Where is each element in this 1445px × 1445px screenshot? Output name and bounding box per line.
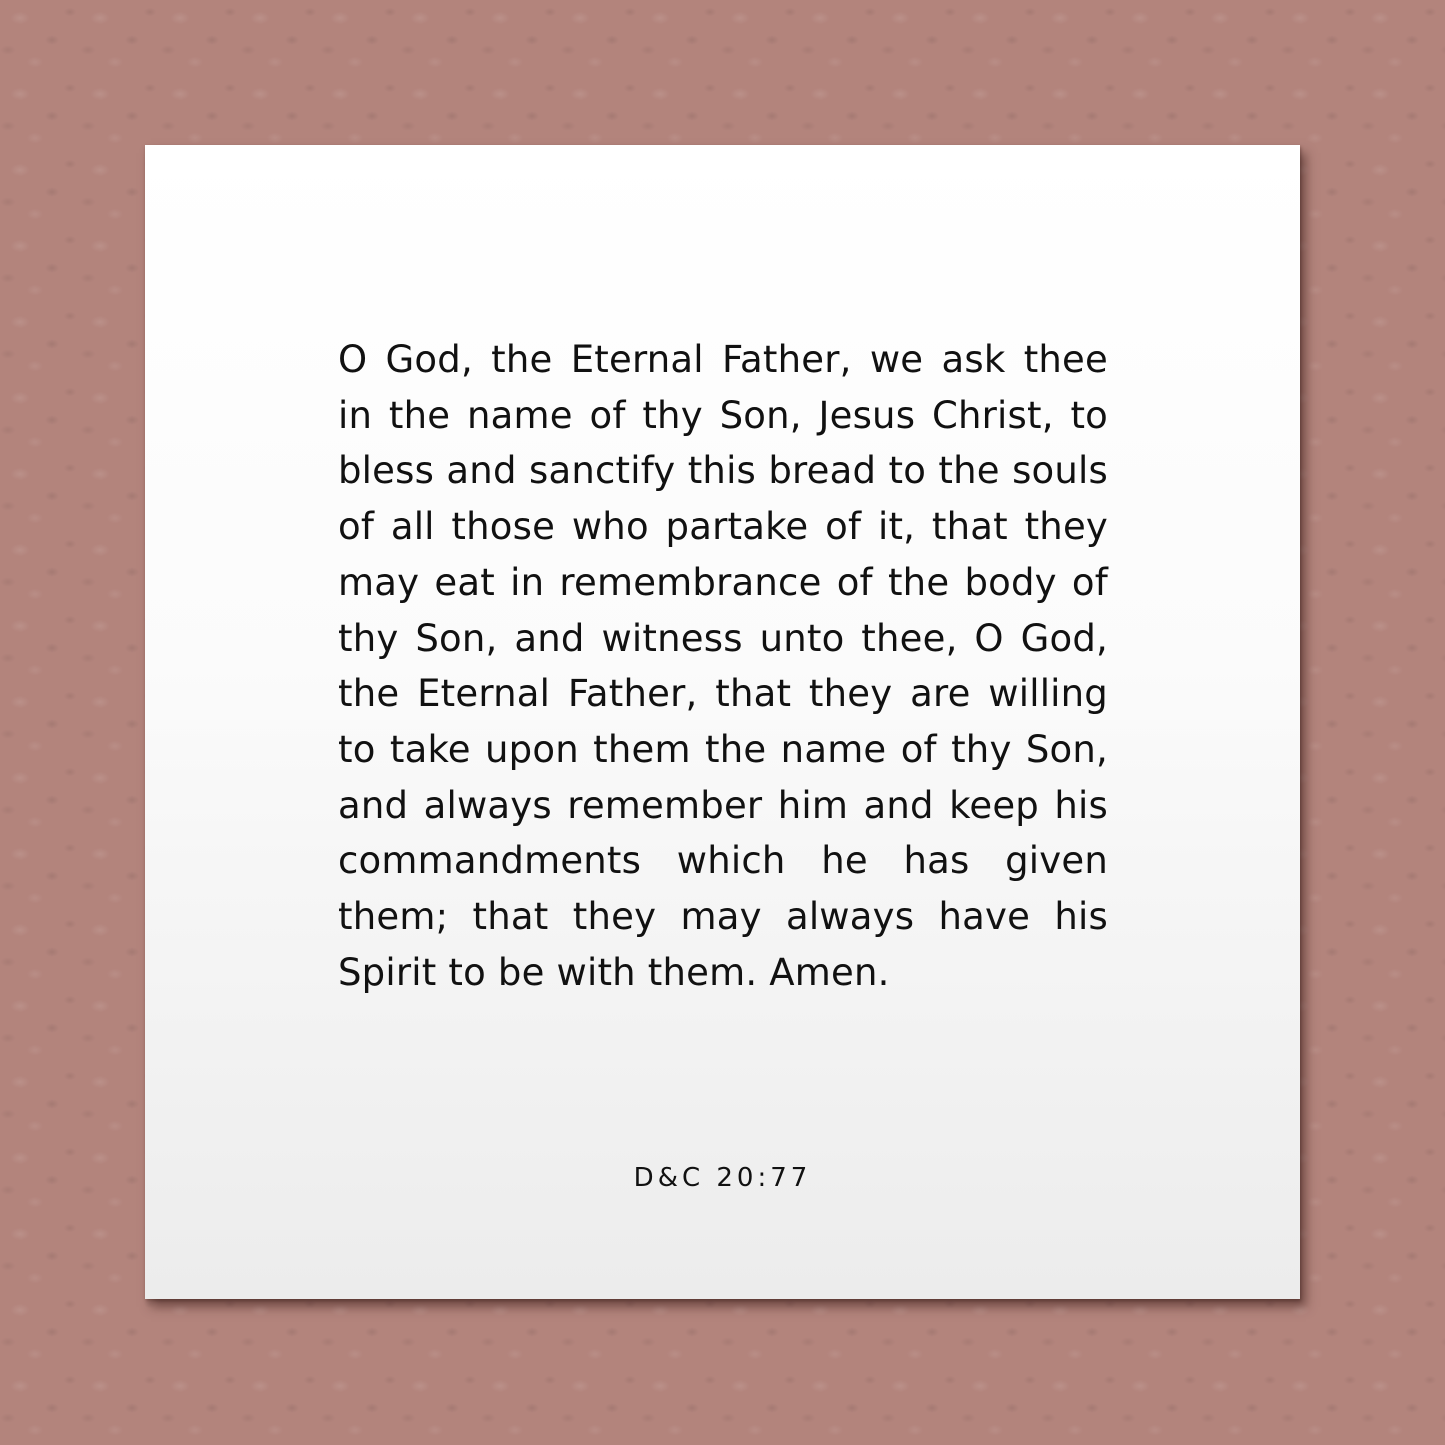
scripture-reference: D&C 20:77 [633,1163,812,1193]
scripture-print-card [145,145,1300,1299]
scripture-quote: O God, the Eternal Father, we ask thee in the name of thy Son, Jesus Christ, to bless and sanctify this bread to the souls of all those who partake of it, that they may eat in remembrance of the body of thy Son, and witness unto thee, O God, the Eternal Father, that they are willing to take upon them the name of thy Son, and always remember him and keep his commandments which he has given them; that they may always have his Spirit to be with them. Amen. [338,338,1108,994]
